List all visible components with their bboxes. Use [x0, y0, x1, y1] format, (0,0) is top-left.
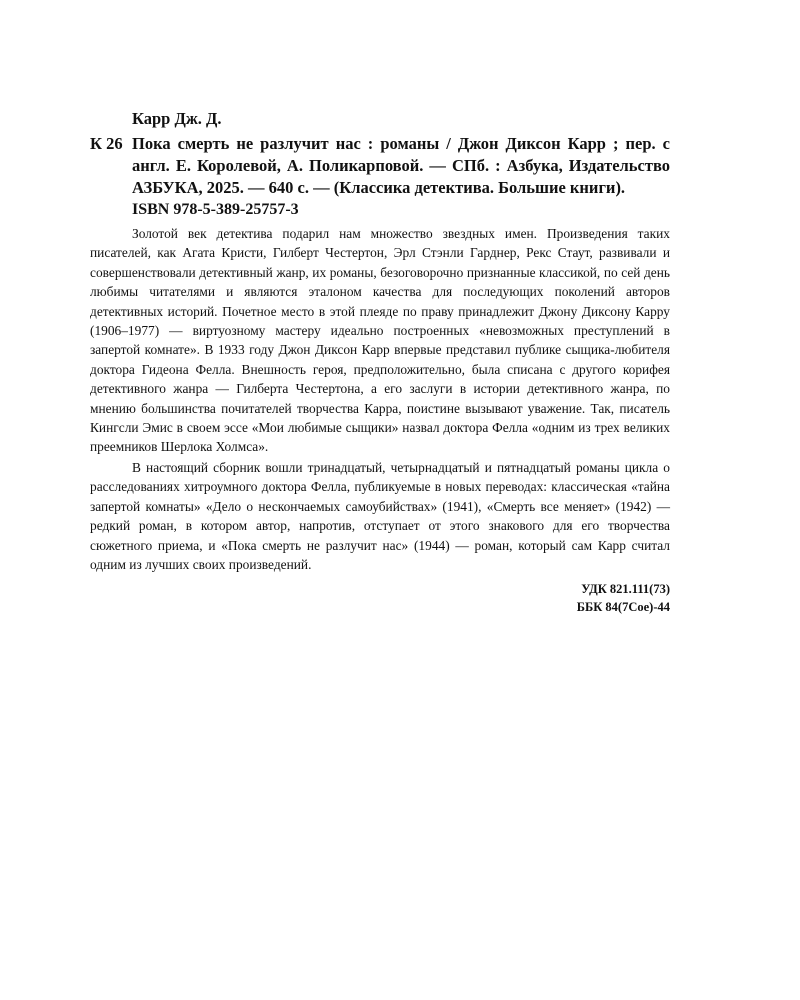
bibliographic-entry-block	[90, 133, 670, 199]
isbn: ISBN 978-5-389-25757-3	[132, 201, 299, 218]
author-heading: Карр Дж. Д.	[132, 109, 222, 128]
bbk-index: ББК 84(7Сое)-44	[576, 600, 670, 615]
udk-index: УДК 821.111(73)	[581, 582, 670, 597]
classification-indices	[90, 580, 670, 616]
annotation-paragraph-2: В настоящий сборник вошли тринадцатый, четырнадцатый и пятнадцатый романы цикла о расследованиях хитроумного доктора Фелла, публикуемые в новых переводах: классическая «тайна запертой комнаты» «Дело о нескончаемых самоубийствах» (1941), «Смерть все меняет» (1942) — редкий роман, в котором автор, напротив, отступает от этого знакового для его творчества сюжетного приема, и «Пока смерть не разлучит нас» (1944) — роман, который сам Карр считал одним из лучших своих произведений.	[90, 459, 670, 572]
annotation-paragraph-1: Золотой век детектива подарил нам множество звездных имен. Произведения таких писателей, как Агата Кристи, Гилберт Честертон, Эрл Стэнли Гарднер, Рекс Стаут, развивали и совершенствовали детективный жанр, их романы, безоговорочно признанные классикой, по сей день любимы читателями и являются эталоном качества для последующих поколений авторов детективных историй. Почетное место в этой плеяде по праву принадлежит Джону Диксону Карру (1906–1977) — виртуозному мастеру идеально построенных «невозможных преступлений в запертой комнате». В 1933 году Джон Диксон Карр впервые представил публике сыщика-любителя доктора Гидеона Фелла. Внешность героя, предположительно, была списана с другого корифея детективного жанра — Гилберта Честертона, а его заслуги в истории детективного жанра, по мнению большинства почитателей творчества Карра, поистине вызывают уважение. Так, писатель Кингсли Эмис в своем эссе «Мои любимые сыщики» назвал доктора Фелла «одним из трех великих преемников Шерлока Холмса».	[90, 226, 670, 455]
class-code: К 26	[90, 134, 123, 153]
catalog-card	[90, 108, 670, 616]
bibliographic-entry: Пока смерть не разлучит нас : романы / Джон Диксон Карр ; пер. с англ. Е. Королевой, А. Поликарповой. — СПб. : Азбука, Издательство АЗБУКА, 2025. — 640 с. — (Классика детектива. Большие книги).	[132, 134, 670, 197]
annotation	[90, 224, 670, 574]
